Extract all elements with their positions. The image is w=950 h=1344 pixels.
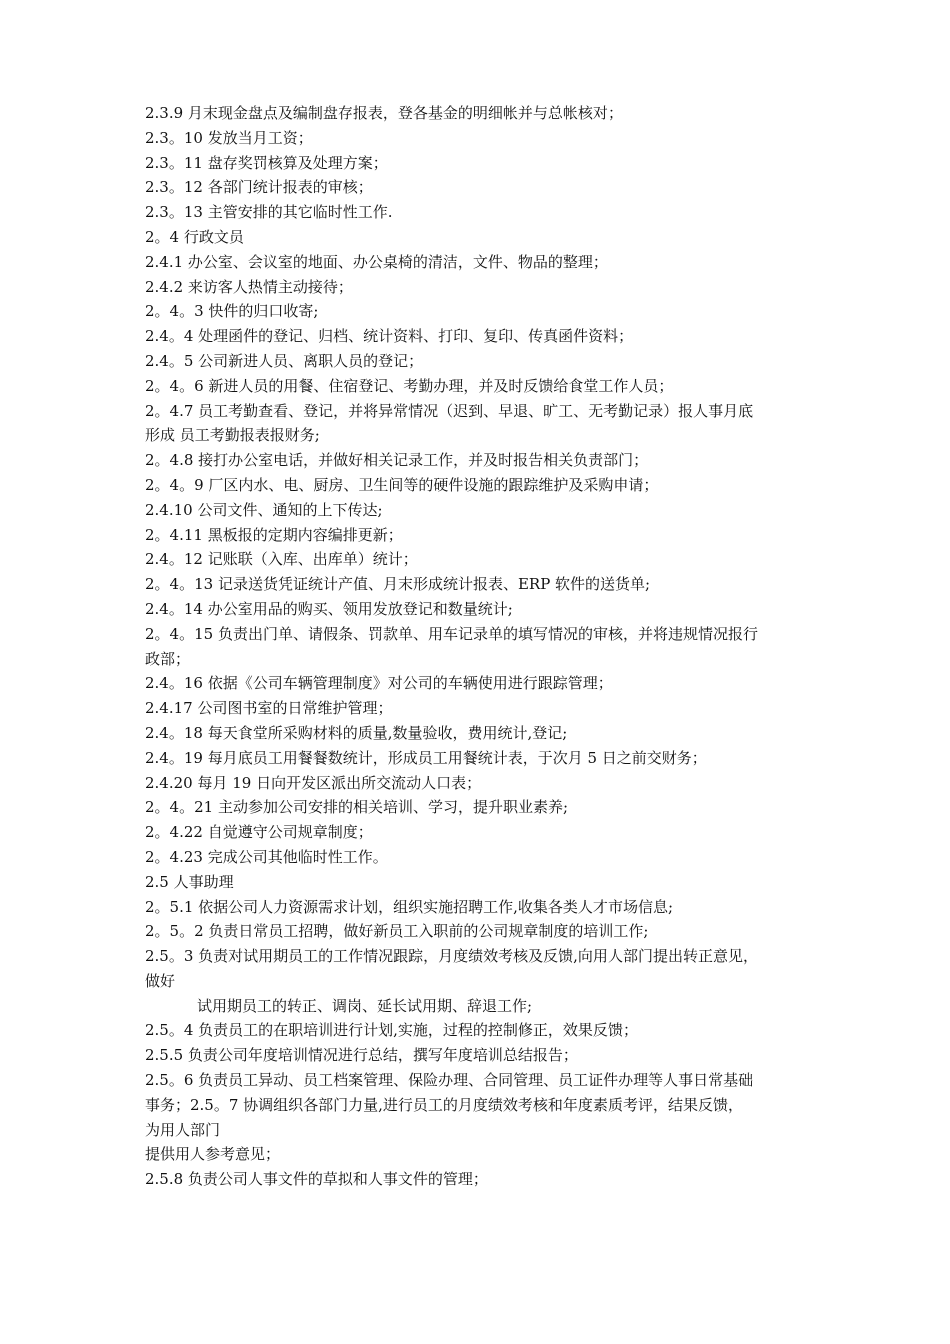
text-line: 做好 xyxy=(145,971,176,990)
text-line: 试用期员工的转正、调岗、延长试用期、辞退工作; xyxy=(197,996,533,1015)
text-line: 2。4.22 自觉遵守公司规章制度； xyxy=(145,823,373,842)
text-line: 2。4.7 员工考勤查看、登记，并将异常情况（迟到、早退、旷工、无考勤记录）报人事月底 xyxy=(145,401,754,420)
text-line: 为用人部门 xyxy=(145,1120,221,1139)
text-line: 形成 员工考勤报表报财务; xyxy=(145,426,320,445)
section-heading: 2。4 行政文员 xyxy=(145,227,244,246)
text-line: 2.3.9 月末现金盘点及编制盘存报表，登各基金的明细帐并与总帐核对； xyxy=(145,104,623,122)
text-line: 2.4.1 办公室、会议室的地面、办公桌椅的清洁，文件、物品的整理； xyxy=(145,252,608,271)
text-line: 2。4。15 负责出门单、请假条、罚款单、用车记录单的填写情况的审核，并将违规情况报行 xyxy=(145,624,758,643)
text-line: 2.4.20 每月 19 日向开发区派出所交流动人口表； xyxy=(145,773,482,792)
text-line: 2.4。16 依据《公司车辆管理制度》对公司的车辆使用进行跟踪管理； xyxy=(145,674,613,693)
text-line: 2.5。3 负责对试用期员工的工作情况跟踪，月度绩效考核及反馈,向用人部门提出转正意见， xyxy=(145,947,758,966)
text-line: 2.5。6 负责员工异动、员工档案管理、保险办理、合同管理、员工证件办理等人事日常基础 xyxy=(145,1071,754,1090)
text-line: 2.5。4 负责员工的在职培训进行计划,实施，过程的控制修正，效果反馈； xyxy=(145,1021,638,1040)
text-line: 提供用人参考意见； xyxy=(145,1145,281,1164)
text-line: 2。4.8 接打办公室电话，并做好相关记录工作，并及时报告相关负责部门； xyxy=(145,451,649,470)
text-line: 2.4.17 公司图书室的日常维护管理； xyxy=(145,699,393,718)
text-line: 政部； xyxy=(145,649,191,668)
text-line: 2。4。21 主动参加公司安排的相关培训、学习，提升职业素养; xyxy=(145,798,568,817)
text-line: 2.4。12 记账联（入库、出库单）统计； xyxy=(145,550,418,569)
text-line: 2.4。5 公司新进人员、离职人员的登记； xyxy=(145,351,424,370)
text-line: 2.3。12 各部门统计报表的审核； xyxy=(145,178,373,197)
document-body xyxy=(145,101,825,1192)
text-line: 2.3。11 盘存奖罚核算及处理方案； xyxy=(145,153,388,172)
text-line: 2.3。10 发放当月工资； xyxy=(145,128,313,147)
section-heading: 2.5 人事助理 xyxy=(145,872,234,891)
text-line: 事务；2.5。7 协调组织各部门力量,进行员工的月度绩效考核和年度素质考评，结果反馈， xyxy=(145,1095,743,1114)
text-line: 2.3。13 主管安排的其它临时性工作. xyxy=(145,203,393,222)
text-line: 2。5。2 负责日常员工招聘，做好新员工入职前的公司规章制度的培训工作; xyxy=(145,922,649,941)
text-line: 2。4。13 记录送货凭证统计产值、月末形成统计报表、ERP 软件的送货单; xyxy=(145,575,651,594)
text-line: 2.4。14 办公室用品的购买、领用发放登记和数量统计; xyxy=(145,599,513,618)
text-line: 2。4。3 快件的归口收寄; xyxy=(145,302,319,321)
text-line: 2。4。6 新进人员的用餐、住宿登记、考勤办理，并及时反馈给食堂工作人员； xyxy=(145,376,674,395)
text-line: 2.5.5 负责公司年度培训情况进行总结，撰写年度培训总结报告； xyxy=(145,1046,578,1065)
text-line: 2.4。19 每月底员工用餐餐数统计，形成员工用餐统计表，于次月 5 日之前交财务； xyxy=(145,748,707,767)
text-line: 2.4。4 处理函件的登记、归档、统计资料、打印、复印、传真函件资料； xyxy=(145,327,634,346)
text-line: 2。4.11 黑板报的定期内容编排更新； xyxy=(145,525,403,544)
text-line: 2.4.2 来访客人热情主动接待； xyxy=(145,277,353,296)
text-line: 2。4。9 厂区内水、电、厨房、卫生间等的硬件设施的跟踪维护及采购申请； xyxy=(145,475,659,494)
text-line: 2.4。18 每天食堂所采购材料的质量,数量验收，费用统计,登记; xyxy=(145,723,568,742)
text-line: 2。4.23 完成公司其他临时性工作。 xyxy=(145,847,388,866)
text-line: 2.5.8 负责公司人事文件的草拟和人事文件的管理； xyxy=(145,1170,488,1189)
text-line: 2。5.1 依据公司人力资源需求计划，组织实施招聘工作,收集各类人才市场信息; xyxy=(145,897,673,916)
text-line: 2.4.10 公司文件、通知的上下传达; xyxy=(145,500,383,519)
